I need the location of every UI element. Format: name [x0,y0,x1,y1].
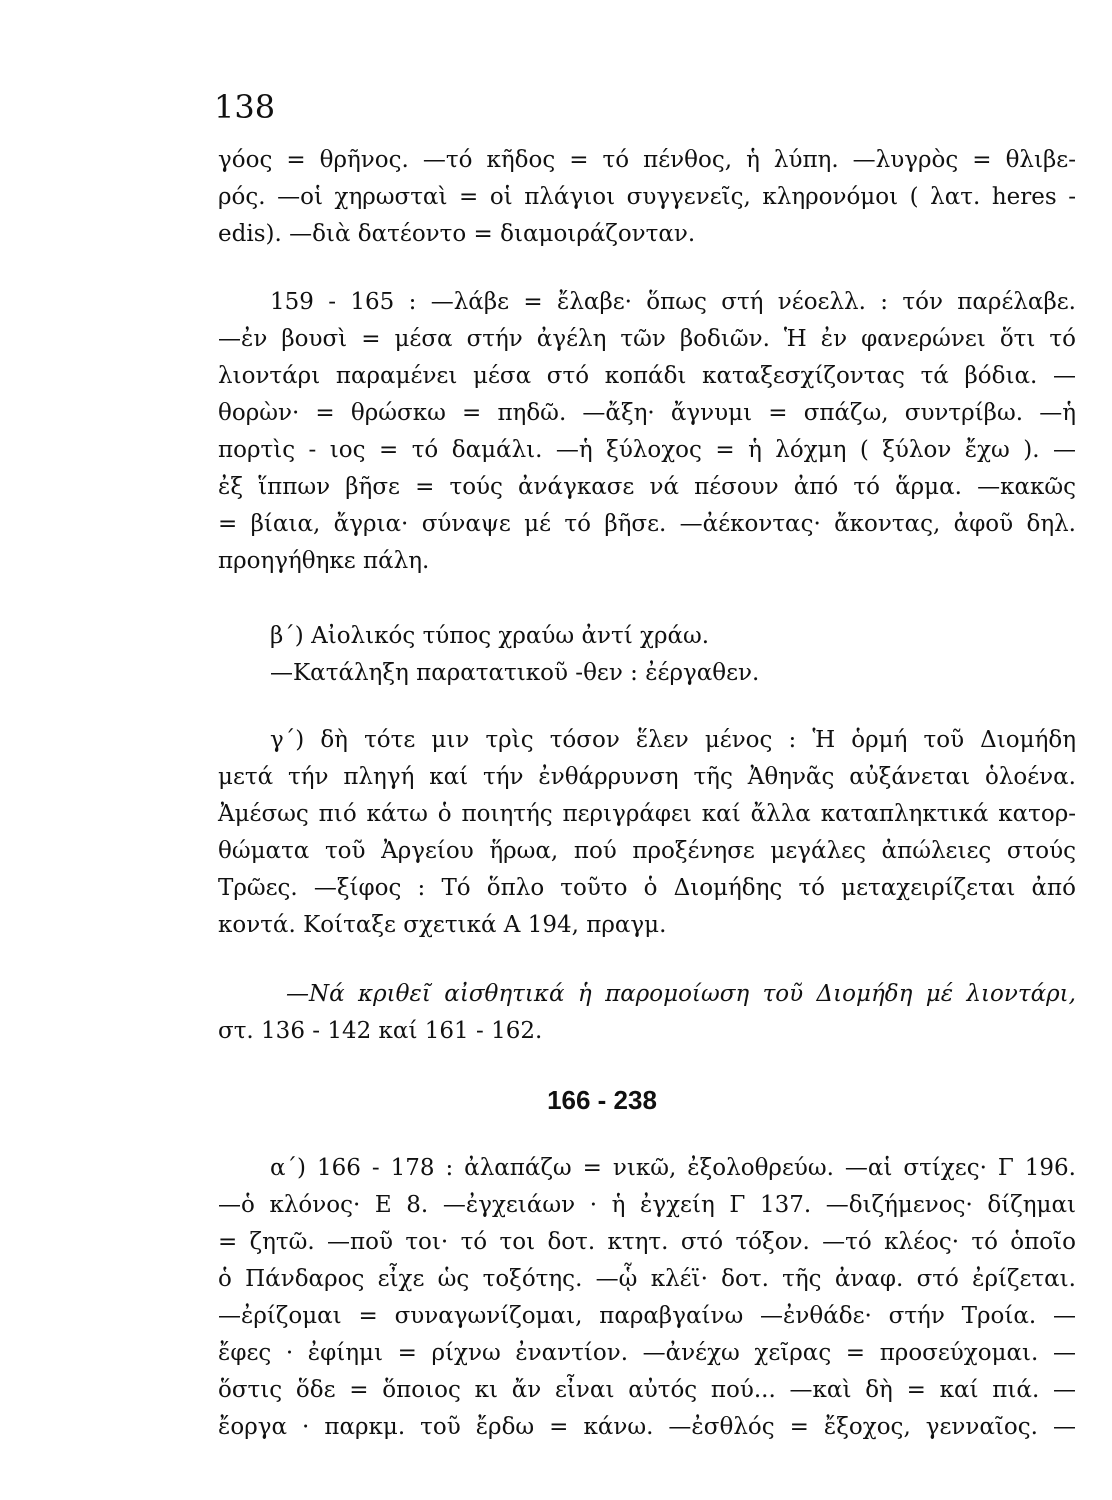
text-line: = βίαια, ἄγρια· σύναψε μέ τό βῆσε. —ἀέκοντας· ἄκοντας, ἀφοῦ δηλ. [218,511,1076,537]
text-line: edis). —διὰ δατέοντο = διαμοιράζονταν. [218,221,696,247]
text-line: ἐξ ἵππων βῆσε = τούς ἀνάγκασε νά πέσουν ἀπό τό ἅρμα. —κακῶς [218,474,1076,500]
text-line: β΄) Αἰολικός τύπος χραύω ἀντί χράω. [270,623,710,649]
gloss-paragraph-5 [218,976,1076,1050]
text-line: προηγήθηκε πάλη. [218,548,430,574]
text-line: —ὁ κλόνος· Ε 8. —ἐγχειάων · ἡ ἐγχείη Γ 137. —διζήμενος· δίζημαι [218,1192,1076,1218]
text-line: θορὼν· = θρώσκω = πηδῶ. —ἄξη· ἄγνυμι = σπάζω, συντρίβω. —ἡ [218,400,1076,426]
text-line: —ἐρίζομαι = συναγωνίζομαι, παραβγαίνω —ἐνθάδε· στήν Τροία. — [218,1303,1076,1329]
gloss-paragraph-6 [218,1150,1076,1446]
text-line: —Κατάληξη παρατατικοῦ -θεν : ἐέργαθεν. [270,660,760,686]
text-line: λιοντάρι παραμένει μέσα στό κοπάδι καταξεσχίζοντας τά βόδια. — [218,363,1076,389]
text-line: ρός. —οἱ χηρωσταὶ = οἱ πλάγιοι συγγενεῖς, κληρονόμοι ( λατ. heres - [218,184,1076,210]
text-line: Ἀμέσως πιό κάτω ὁ ποιητής περιγράφει καί ἄλλα καταπληκτικά κατορ- [218,801,1076,827]
text-line: = ζητῶ. —ποῦ τοι· τό τοι δοτ. κτητ. στό τόξον. —τό κλέος· τό ὁποῖο [218,1229,1076,1255]
text-line: —ἐν βουσὶ = μέσα στήν ἀγέλη τῶν βοδιῶν. Ἡ ἐν φανερώνει ὅτι τό [218,326,1076,352]
section-heading: 166 - 238 [547,1085,657,1115]
text-line: ὁ Πάνδαρος εἶχε ὡς τοξότης. —ᾧ κλέϊ· δοτ. τῆς ἀναφ. στό ἐρίζεται. [218,1266,1076,1292]
text-line: ὅστις ὅδε = ὅποιος κι ἄν εἶναι αὐτός πού... —καὶ δὴ = καί πιά. — [218,1377,1076,1403]
text-line: στ. 136 - 142 καί 161 - 162. [218,1018,543,1044]
text-line: α΄) 166 - 178 : ἀλαπάζω = νικῶ, ἐξολοθρεύω. —αἱ στίχες· Γ 196. [270,1155,1076,1181]
text-line: ἔφες · ἐφίημι = ρίχνω ἐναντίον. —ἀνέχω χεῖρας = προσεύχομαι. — [218,1340,1076,1366]
text-line: ἔοργα · παρκμ. τοῦ ἔρδω = κάνω. —ἐσθλός = ἔξοχος, γενναῖος. — [218,1414,1076,1440]
text-line: 159 - 165 : —λάβε = ἔλαβε· ὅπως στή νέοελλ. : τόν παρέλαβε. [270,289,1076,315]
gloss-paragraph-1 [218,142,1076,253]
gloss-paragraph-4 [218,722,1076,944]
gloss-paragraph-3 [218,618,1076,692]
page-number: 138 [214,88,276,126]
text-line: κοντά. Κοίταξε σχετικά Α 194, πραγμ. [218,912,667,938]
text-line: θώματα τοῦ Ἀργείου ἥρωα, πού προξένησε μεγάλες ἀπώλειες στούς [218,838,1076,864]
text-line: Τρῶες. —ξίφος : Τό ὅπλο τοῦτο ὁ Διομήδης τό μεταχειρίζεται ἀπό [218,875,1076,901]
text-line: μετά τήν πληγή καί τήν ἐνθάρρυνση τῆς Ἀθηνᾶς αὐξάνεται ὁλοένα. [218,764,1076,790]
gloss-paragraph-2 [218,284,1076,580]
text-line: γ΄) δὴ τότε μιν τρὶς τόσον ἕλεν μένος : Ἡ ὁρμή τοῦ Διομήδη [270,727,1076,753]
text-line: γόος = θρῆνος. —τό κῆδος = τό πένθος, ἡ λύπη. —λυγρὸς = θλιβε- [218,147,1076,173]
text-line: πορτὶς - ιος = τό δαμάλι. —ἡ ξύλοχος = ἡ λόχμη ( ξύλον ἔχω ). — [218,437,1076,463]
text-line: —Νά κριθεῖ αἰσθητικά ἡ παρομοίωση τοῦ Διομήδη μέ λιοντάρι, [286,981,1076,1007]
